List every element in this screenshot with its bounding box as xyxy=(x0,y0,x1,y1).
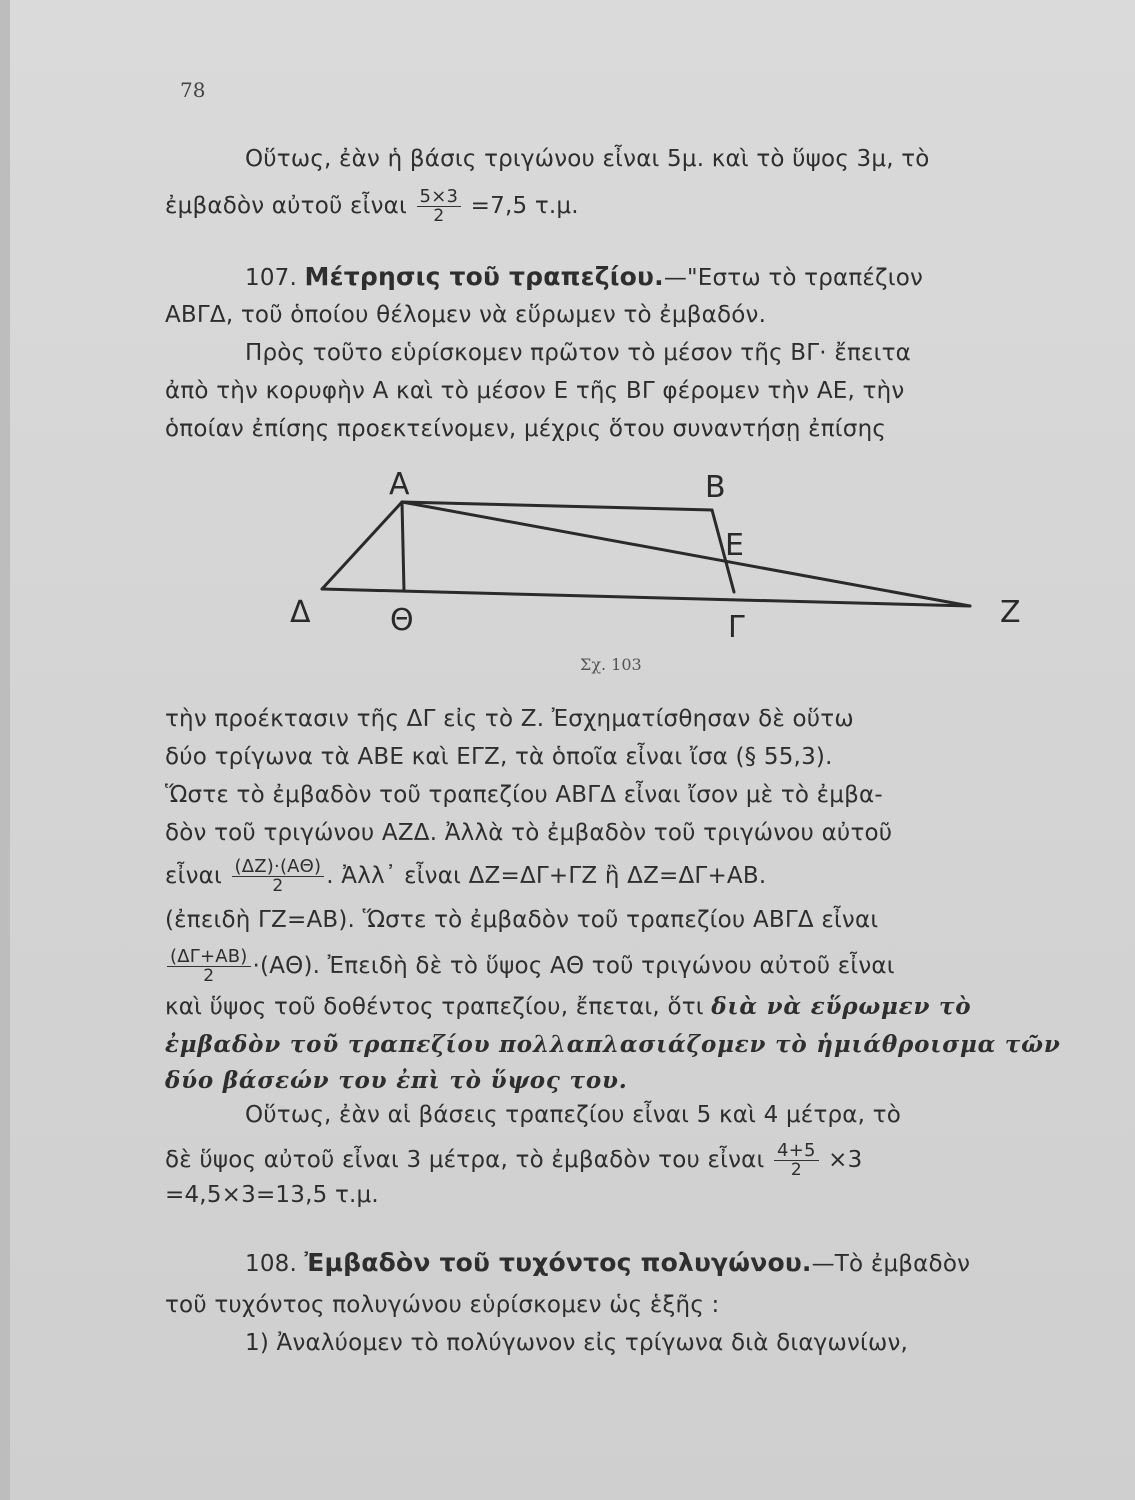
section-number: 107. xyxy=(245,265,298,291)
trapezoid-figure xyxy=(0,0,1135,700)
line-text: —"Εστω τὸ τραπέζιον xyxy=(663,265,924,291)
emphasis-line: ἐμβαδὸν τοῦ τραπεζίου πολλαπλασιάζομεν τὸ ἡμιάθροισμα τῶν xyxy=(165,1031,1061,1058)
figure-lines xyxy=(322,502,970,606)
text-line: ἀπὸ τὴν κορυφὴν Α καὶ τὸ μέσον Ε τῆς ΒΓ φέρομεν τὴν ΑΕ, τὴν xyxy=(165,378,905,404)
fraction-numerator: 4+5 xyxy=(774,1142,819,1161)
text-line: 1) Ἀναλύομεν τὸ πολύγωνον εἰς τρίγωνα διὰ διαγωνίων, xyxy=(245,1330,909,1356)
text-line xyxy=(165,858,766,895)
label-A: Α xyxy=(389,467,410,502)
section-heading-108 xyxy=(245,1248,970,1279)
label-E: Ε xyxy=(725,528,744,563)
text-line xyxy=(165,1142,862,1179)
text-line xyxy=(165,992,971,1022)
fraction xyxy=(167,948,251,985)
segment-AT xyxy=(402,502,404,591)
line-text: καὶ ὕψος τοῦ δοθέντος τραπεζίου, ἔπεται, ὅτι xyxy=(165,994,704,1020)
label-G: Γ xyxy=(728,610,745,645)
fraction xyxy=(774,1142,819,1179)
fraction-numerator: (ΔΓ+ΑΒ) xyxy=(167,948,251,967)
segment-AD xyxy=(322,502,402,589)
text-line: Ὥστε τὸ ἐμβαδὸν τοῦ τραπεζίου ΑΒΓΔ εἶναι ἴσον μὲ τὸ ἐμβα- xyxy=(165,782,883,808)
text-line: Πρὸς τοῦτο εὑρίσκομεν πρῶτον τὸ μέσον τῆς ΒΓ· ἔπειτα xyxy=(245,340,912,366)
line-text: . Ἀλλ᾽ εἶναι ΔΖ=ΔΓ+ΓΖ ἢ ΔΖ=ΔΓ+ΑΒ. xyxy=(326,863,767,889)
emphasis-line: δύο βάσεών του ἐπὶ τὸ ὕψος του. xyxy=(165,1067,628,1094)
text-line: ὁποίαν ἐπίσης προεκτείνομεν, μέχρις ὅτου συναντήσῃ ἐπίσης xyxy=(165,416,887,442)
text-line: τὴν προέκτασιν τῆς ΔΓ εἰς τὸ Ζ. Ἐσχηματίσθησαν δὲ οὕτω xyxy=(165,706,854,732)
label-D: Δ xyxy=(290,595,311,630)
emphasis-text: διὰ νὰ εὕρωμεν τὸ xyxy=(711,993,972,1020)
figure-caption: Σχ. 103 xyxy=(580,655,642,674)
text-line: τοῦ τυχόντος πολυγώνου εὑρίσκομεν ὡς ἑξῆς : xyxy=(165,1292,720,1318)
fraction-denominator: 2 xyxy=(790,1160,802,1180)
fraction-numerator: 5×3 xyxy=(417,188,462,207)
text-line xyxy=(165,948,895,985)
line-text: —Τὸ ἐμβαδὸν xyxy=(811,1251,971,1277)
line-text: Οὕτως, ἐὰν ἡ βάσις τριγώνου εἶναι 5μ. καὶ τὸ ὕψος 3μ, τὸ xyxy=(245,146,930,172)
label-Z: Ζ xyxy=(1000,595,1021,630)
page-number: 78 xyxy=(180,78,206,102)
segment-AB xyxy=(402,502,712,510)
text-line: δὸν τοῦ τριγώνου ΑΖΔ. Ἀλλὰ τὸ ἐμβαδὸν τοῦ τριγώνου αὐτοῦ xyxy=(165,820,893,846)
section-number: 108. xyxy=(245,1251,298,1277)
text-line: Οὕτως, ἐὰν αἱ βάσεις τραπεζίου εἶναι 5 καὶ 4 μέτρα, τὸ xyxy=(245,1102,901,1128)
segment-AZ xyxy=(402,502,970,606)
fraction-denominator: 2 xyxy=(203,966,215,986)
segment-DZ xyxy=(322,589,970,606)
line-text: =7,5 τ.μ. xyxy=(470,193,579,219)
fraction-denominator: 2 xyxy=(433,206,445,226)
fraction xyxy=(232,858,325,895)
text-line: δύο τρίγωνα τὰ ΑΒΕ καὶ ΕΓΖ, τὰ ὁποῖα εἶναι ἴσα (§ 55,3). xyxy=(165,744,833,770)
label-B: Β xyxy=(705,470,726,505)
fraction-denominator: 2 xyxy=(272,876,284,896)
line-text: εἶναι xyxy=(165,863,223,889)
text-line: ΑΒΓΔ, τοῦ ὁποίου θέλομεν νὰ εὕρωμεν τὸ ἐμβαδόν. xyxy=(165,302,767,328)
line-text: δὲ ὕψος αὐτοῦ εἶναι 3 μέτρα, τὸ ἐμβαδὸν του εἶναι xyxy=(165,1147,765,1173)
line-text: ἐμβαδὸν αὐτοῦ εἶναι xyxy=(165,193,408,219)
label-TH: Θ xyxy=(390,603,414,638)
fraction-numerator: (ΔΖ)·(ΑΘ) xyxy=(232,858,325,877)
text-line: =4,5×3=13,5 τ.μ. xyxy=(165,1182,379,1208)
section-title: Μέτρησις τοῦ τραπεζίου. xyxy=(304,262,664,291)
line-text: ·(ΑΘ). Ἐπειδὴ δὲ τὸ ὕψος ΑΘ τοῦ τριγώνου αὐτοῦ εἶναι xyxy=(252,953,895,979)
text-line: (ἐπειδὴ ΓΖ=ΑΒ). Ὥστε τὸ ἐμβαδὸν τοῦ τραπεζίου ΑΒΓΔ εἶναι xyxy=(165,907,879,933)
line-text: ×3 xyxy=(828,1147,863,1173)
section-title: Ἐμβαδὸν τοῦ τυχόντος πολυγώνου. xyxy=(304,1248,812,1277)
